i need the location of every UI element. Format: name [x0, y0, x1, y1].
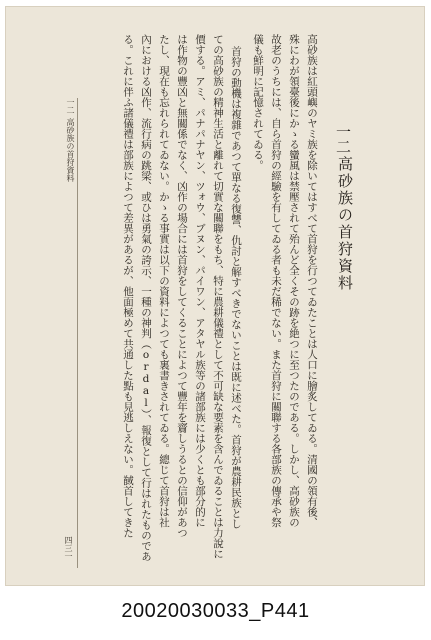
text-line: る。これに伴ふ諸儀禮は部族によつて差異があるが、他面極めて共通した點も見逃しえない。馘首してきた: [122, 34, 134, 538]
chapter-title: 高砂族の首狩資料: [336, 156, 354, 292]
page-number: 四三一: [64, 536, 73, 560]
running-head-number: 一二: [66, 98, 75, 114]
text-line: 內における凶作、流行病の跳梁、或ひは勇氣の誇示、一種の神判（ordal）、報復として行はれたものであ: [140, 34, 152, 562]
book-page: [5, 6, 425, 586]
text-line: 儀も鮮明に記憶されてゐる。: [252, 34, 264, 171]
text-line: 故老のうちには、自ら首狩の經驗を有してゐる者も未だ稀でない。また首狩に關聯する各部族の傳承や祭: [270, 34, 282, 528]
text-line: 殊にわが領臺後にかゝる蠻風は禁壓されて殆んど全くその跡を絶つに至つたのである。しかし、高砂族の: [288, 34, 300, 528]
image-caption: 20020030033_P441: [121, 600, 310, 622]
text-line: 高砂族は紅頭嶼のヤミ族を除いてはすべて首狩を行つてゐたことは人口に膾炙してゐる。清國の領有後、: [306, 34, 318, 528]
running-head: 高砂族の首狩資料: [66, 118, 75, 182]
text-line: は作物の豐凶と無關係でなく、凶作の場合には首狩をしてくることによつて豐年を齎しうるとの信仰があつ: [176, 34, 188, 538]
text-line: 首狩の動機は複雜であつて單なる復讐、仇討と解すべきでないことは既に述べた。首狩が農耕民族とし: [230, 46, 242, 529]
text-line: ての高砂族の精神生活と離れて切實な關聯をもち、特に農耕儀禮として不可缺な要素を含んでゐることは力說に: [212, 34, 224, 559]
running-head-rule: [77, 98, 78, 568]
text-line: 價する。アミ、パナパナヤン、ツォウ、ブヌン、パイワン、アタヤル族等の諸部族には少くとも部分的に: [194, 34, 206, 528]
text-line: たし、現在も忘れられてゐない。かゝる事實は以下の資料によつても裏書きされてゐる。總じて首狩は社: [158, 34, 170, 528]
chapter-number: 一二: [334, 124, 352, 154]
